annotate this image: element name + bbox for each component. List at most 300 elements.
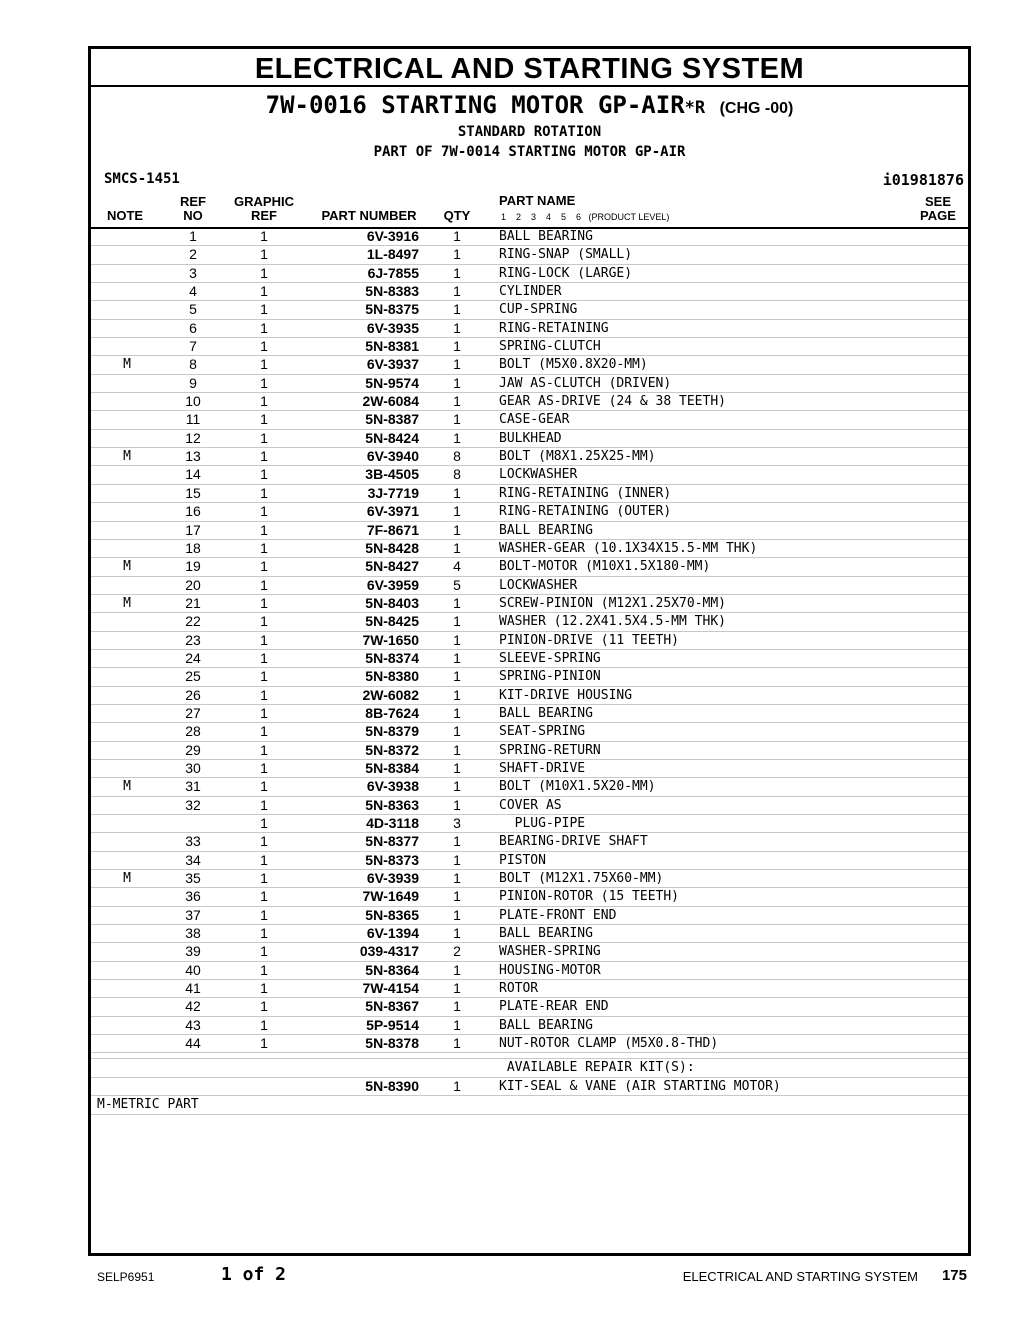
col-graphic-header [229, 195, 299, 223]
qty-cell: 8 [453, 448, 461, 465]
graphic-ref-cell: 1 [260, 925, 268, 942]
graphic-ref-cell: 1 [260, 613, 268, 630]
qty-cell: 1 [453, 393, 461, 410]
ref-no-cell: 43 [185, 1016, 201, 1033]
part-name-cell: BEARING-DRIVE SHAFT [499, 834, 648, 850]
qty-cell: 1 [453, 888, 461, 905]
ref-no-cell: 21 [185, 594, 201, 611]
table-row [91, 833, 968, 851]
part-name-cell: RING-LOCK (LARGE) [499, 265, 633, 281]
part-number-cell: 5N-8364 [365, 961, 419, 978]
ref-no-cell: 16 [185, 503, 201, 520]
group-title-main: 7W-0016 STARTING MOTOR GP-AIR [265, 91, 685, 119]
notes-legend-row [91, 1096, 968, 1114]
ref-no-cell: 28 [185, 723, 201, 740]
ref-no-cell: 32 [185, 796, 201, 813]
part-name-cell: PLUG-PIPE [499, 816, 586, 831]
table-row [91, 411, 968, 429]
qty-cell: 4 [453, 558, 461, 575]
graphic-ref-cell: 1 [260, 796, 268, 813]
table-row [91, 907, 968, 925]
qty-cell: 1 [453, 521, 461, 538]
part-name-cell: CUP-SPRING [499, 302, 578, 318]
part-number-cell: 2W-6084 [362, 393, 419, 410]
note-cell: M [123, 595, 131, 611]
part-number-cell: 5N-8403 [365, 594, 419, 611]
part-name-cell: GEAR AS-DRIVE (24 & 38 TEETH) [499, 394, 726, 410]
part-number-cell: 5N-8424 [365, 429, 419, 446]
graphic-ref-cell: 1 [260, 980, 268, 997]
col-note-header: NOTE [106, 208, 144, 223]
part-number-cell: 6J-7855 [367, 264, 419, 281]
part-number-cell: 6V-3959 [366, 576, 419, 593]
qty-cell: 1 [453, 1016, 461, 1033]
graphic-ref-cell: 1 [260, 723, 268, 740]
part-name-cell: RING-SNAP (SMALL) [499, 247, 633, 263]
table-row [91, 595, 968, 613]
part-number-cell: 5N-8425 [365, 613, 419, 630]
part-number-cell: 8B-7624 [365, 704, 419, 721]
graphic-ref-cell: 1 [260, 558, 268, 575]
part-name-cell: JAW AS-CLUTCH (DRIVEN) [499, 375, 672, 391]
part-name-cell: SLEEVE-SPRING [499, 650, 601, 666]
graphic-ref-cell: 1 [260, 466, 268, 483]
part-number-cell: 039-4317 [359, 943, 419, 960]
part-name-cell: LOCKWASHER [499, 467, 578, 483]
part-name-cell: BALL BEARING [499, 705, 593, 721]
part-name-cell: PINION-ROTOR (15 TEETH) [499, 889, 680, 905]
table-row [91, 338, 968, 356]
part-number-cell: 5N-8379 [365, 723, 419, 740]
part-name-cell: BOLT-MOTOR (M10X1.5X180-MM) [499, 559, 711, 575]
table-row [91, 870, 968, 888]
table-row [91, 760, 968, 778]
qty-cell: 1 [453, 429, 461, 446]
section-title: ELECTRICAL AND STARTING SYSTEM [254, 53, 805, 85]
repair-kits-heading: AVAILABLE REPAIR KIT(S): [499, 1060, 695, 1076]
part-number-cell: 5N-8363 [365, 796, 419, 813]
part-name-cell: BALL BEARING [499, 1017, 593, 1033]
qty-cell: 1 [453, 998, 461, 1015]
ref-no-cell: 4 [189, 283, 197, 300]
qty-cell: 1 [453, 631, 461, 648]
part-name-cell: WASHER-GEAR (10.1X34X15.5-MM THK) [499, 540, 758, 556]
part-name-cell: ROTOR [499, 981, 539, 997]
part-number-cell: 5N-8377 [365, 833, 419, 850]
ref-no-cell: 13 [185, 448, 201, 465]
qty-cell: 1 [453, 1077, 461, 1094]
parts-list [91, 228, 968, 1115]
part-name-cell: SPRING-CLUTCH [499, 339, 601, 355]
qty-cell: 1 [453, 778, 461, 795]
part-number-cell: 5N-8373 [365, 851, 419, 868]
ref-no-cell: 22 [185, 613, 201, 630]
part-name-cell: COVER AS [499, 797, 562, 813]
part-name-cell: SPRING-PINION [499, 669, 601, 685]
part-number-cell: 6V-3938 [366, 778, 419, 795]
part-name-cell: RING-RETAINING [499, 320, 609, 336]
col-ref-header-top: REF [180, 194, 206, 209]
part-name-cell: WASHER (12.2X41.5X4.5-MM THK) [499, 614, 726, 630]
ref-no-cell: 41 [185, 980, 201, 997]
qty-cell: 1 [453, 503, 461, 520]
footer-page-number: 175 [941, 1267, 967, 1284]
graphic-ref-cell: 1 [260, 393, 268, 410]
ref-no-cell: 27 [185, 704, 201, 721]
table-row [91, 393, 968, 411]
note-cell: M [123, 871, 131, 887]
part-number-cell: 5N-8383 [365, 283, 419, 300]
ref-no-cell: 23 [185, 631, 201, 648]
footer-doc-id: SELP6951 [97, 1270, 155, 1284]
qty-cell: 1 [453, 759, 461, 776]
graphic-ref-cell: 1 [260, 319, 268, 336]
col-part-number-header: PART NUMBER [321, 208, 417, 223]
table-row [91, 998, 968, 1016]
graphic-ref-cell: 1 [260, 356, 268, 373]
ref-no-cell: 10 [185, 393, 201, 410]
col-graphic-header-top: GRAPHIC [234, 194, 294, 209]
ref-no-cell: 33 [185, 833, 201, 850]
table-row [91, 430, 968, 448]
qty-cell: 1 [453, 594, 461, 611]
qty-cell: 3 [453, 815, 461, 831]
ref-no-cell: 31 [185, 778, 201, 795]
part-name-cell: BOLT (M5X0.8X20-MM) [499, 357, 648, 373]
graphic-ref-cell: 1 [260, 228, 268, 244]
graphic-ref-cell: 1 [260, 338, 268, 355]
table-row [91, 962, 968, 980]
graphic-ref-cell: 1 [260, 448, 268, 465]
part-number-cell: 7W-1649 [362, 888, 419, 905]
table-row [91, 797, 968, 815]
table-row [91, 320, 968, 338]
graphic-ref-cell: 1 [260, 521, 268, 538]
graphic-ref-cell: 1 [260, 539, 268, 556]
graphic-ref-cell: 1 [260, 870, 268, 887]
ref-no-cell: 17 [185, 521, 201, 538]
col-ref-header [175, 195, 211, 223]
part-name-cell: PINION-DRIVE (11 TEETH) [499, 632, 680, 648]
qty-cell: 1 [453, 338, 461, 355]
qty-cell: 1 [453, 833, 461, 850]
part-name-cell: NUT-ROTOR CLAMP (M5X0.8-THD) [499, 1036, 719, 1052]
ref-no-cell: 7 [189, 338, 197, 355]
table-row [91, 228, 968, 246]
ref-no-cell: 26 [185, 686, 201, 703]
qty-cell: 1 [453, 851, 461, 868]
part-number-cell: 5P-9514 [366, 1016, 419, 1033]
table-row [91, 1035, 968, 1053]
part-name-cell: BALL BEARING [499, 229, 593, 244]
part-name-cell: PISTON [499, 852, 546, 868]
qty-cell: 1 [453, 870, 461, 887]
graphic-ref-cell: 1 [260, 778, 268, 795]
graphic-ref-cell: 1 [260, 283, 268, 300]
qty-cell: 1 [453, 484, 461, 501]
graphic-ref-cell: 1 [260, 301, 268, 318]
part-number-cell: 5N-8378 [365, 1035, 419, 1052]
graphic-ref-cell: 1 [260, 429, 268, 446]
table-row [91, 852, 968, 870]
table-row [91, 1017, 968, 1035]
ref-no-cell: 19 [185, 558, 201, 575]
part-number-cell: 5N-8380 [365, 668, 419, 685]
part-name-cell: SEAT-SPRING [499, 724, 586, 740]
qty-cell: 1 [453, 264, 461, 281]
col-part-name-header: PART NAME [499, 193, 576, 208]
graphic-ref-cell: 1 [260, 759, 268, 776]
table-row [91, 668, 968, 686]
table-row [91, 815, 968, 833]
ref-no-cell: 44 [185, 1035, 201, 1052]
ref-no-cell: 40 [185, 961, 201, 978]
note-cell: M [123, 779, 131, 795]
footer-section: ELECTRICAL AND STARTING SYSTEM [682, 1269, 918, 1284]
ref-no-cell: 36 [185, 888, 201, 905]
part-number-cell: 4D-3118 [366, 815, 419, 831]
ref-no-cell: 35 [185, 870, 201, 887]
ref-no-cell: 6 [189, 319, 197, 336]
part-name-cell: PLATE-FRONT END [499, 907, 617, 923]
graphic-ref-cell: 1 [260, 484, 268, 501]
col-see-page-header-bottom: PAGE [920, 208, 956, 223]
part-number-cell: 6V-3935 [366, 319, 419, 336]
part-name-cell: BULKHEAD [499, 430, 562, 446]
graphic-ref-cell: 1 [260, 374, 268, 391]
graphic-ref-cell: 1 [260, 246, 268, 263]
part-name-cell: KIT-SEAL & VANE (AIR STARTING MOTOR) [499, 1078, 781, 1094]
ref-no-cell: 38 [185, 925, 201, 942]
graphic-ref-cell: 1 [260, 851, 268, 868]
table-row [91, 723, 968, 741]
part-number-cell: 5N-8375 [365, 301, 419, 318]
ref-no-cell: 42 [185, 998, 201, 1015]
table-row [91, 888, 968, 906]
table-row [91, 925, 968, 943]
col-ref-header-bottom: NO [183, 208, 203, 223]
ref-no-cell: 29 [185, 741, 201, 758]
part-name-cell: RING-RETAINING (INNER) [499, 485, 672, 501]
qty-cell: 8 [453, 466, 461, 483]
graphic-ref-cell: 1 [260, 943, 268, 960]
table-row [91, 301, 968, 319]
part-number-cell: 3B-4505 [365, 466, 419, 483]
qty-cell: 1 [453, 301, 461, 318]
part-name-cell: CASE-GEAR [499, 412, 570, 428]
graphic-ref-cell: 1 [260, 888, 268, 905]
table-row [91, 742, 968, 760]
ref-no-cell: 12 [185, 429, 201, 446]
page-frame [88, 46, 971, 1256]
qty-cell: 1 [453, 319, 461, 336]
col-see-page-header [915, 195, 961, 223]
graphic-ref-cell: 1 [260, 815, 268, 831]
ref-no-cell: 1 [189, 228, 197, 244]
part-number-cell: 5N-9574 [365, 374, 419, 391]
table-row [91, 375, 968, 393]
part-number-cell: 6V-3971 [366, 503, 419, 520]
table-row [91, 265, 968, 283]
graphic-ref-cell: 1 [260, 961, 268, 978]
part-number-cell: 5N-8381 [365, 338, 419, 355]
part-name-cell: BOLT (M12X1.75X60-MM) [499, 871, 664, 887]
note-cell: M [123, 449, 131, 465]
part-name-cell: SPRING-RETURN [499, 742, 601, 758]
part-number-cell: 7F-8671 [366, 521, 419, 538]
table-row [91, 687, 968, 705]
qty-cell: 1 [453, 704, 461, 721]
ref-no-cell: 14 [185, 466, 201, 483]
qty-cell: 1 [453, 723, 461, 740]
product-level-scale: 1 2 3 4 5 6 (PRODUCT LEVEL) [501, 212, 670, 222]
table-row [91, 466, 968, 484]
title-divider [91, 85, 968, 87]
ref-no-cell: 25 [185, 668, 201, 685]
table-row [91, 650, 968, 668]
ref-no-cell: 24 [185, 649, 201, 666]
table-row [91, 246, 968, 264]
graphic-ref-cell: 1 [260, 704, 268, 721]
part-name-cell: PLATE-REAR END [499, 999, 609, 1015]
qty-cell: 1 [453, 796, 461, 813]
graphic-ref-cell: 1 [260, 1035, 268, 1052]
notes-legend: M-METRIC PART [97, 1097, 199, 1113]
note-cell: M [123, 357, 131, 373]
part-name-cell: WASHER-SPRING [499, 944, 601, 960]
ref-no-cell: 9 [189, 374, 197, 391]
part-number-cell: 7W-4154 [362, 980, 419, 997]
repair-kit-row [91, 1078, 968, 1096]
graphic-ref-cell: 1 [260, 576, 268, 593]
table-row [91, 613, 968, 631]
graphic-ref-cell: 1 [260, 833, 268, 850]
table-row [91, 540, 968, 558]
qty-cell: 5 [453, 576, 461, 593]
part-number-cell: 7W-1650 [362, 631, 419, 648]
ref-no-cell: 15 [185, 484, 201, 501]
graphic-ref-cell: 1 [260, 741, 268, 758]
table-row [91, 577, 968, 595]
change-level: (CHG -00) [719, 100, 794, 117]
part-number-cell: 3J-7719 [367, 484, 419, 501]
qty-cell: 1 [453, 411, 461, 428]
part-name-cell: HOUSING-MOTOR [499, 962, 601, 978]
table-row [91, 558, 968, 576]
table-row [91, 522, 968, 540]
ref-no-cell: 8 [189, 356, 197, 373]
qty-cell: 1 [453, 374, 461, 391]
part-number-cell: 1L-8497 [366, 246, 419, 263]
graphic-ref-cell: 1 [260, 906, 268, 923]
qty-cell: 1 [453, 668, 461, 685]
part-number-cell: 6V-3916 [366, 228, 419, 244]
ref-no-cell: 20 [185, 576, 201, 593]
part-number-cell: 5N-8428 [365, 539, 419, 556]
repair-kits-heading-row [91, 1059, 968, 1077]
smcs-code: SMCS-1451 [104, 171, 180, 187]
col-qty-header: QTY [443, 208, 471, 223]
qty-cell: 1 [453, 246, 461, 263]
rotation-line: STANDARD ROTATION [457, 124, 602, 140]
part-of-line: PART OF 7W-0014 STARTING MOTOR GP-AIR [373, 144, 686, 160]
table-row [91, 485, 968, 503]
ref-no-cell: 39 [185, 943, 201, 960]
part-name-cell: BALL BEARING [499, 522, 593, 538]
qty-cell: 1 [453, 1035, 461, 1052]
qty-cell: 1 [453, 283, 461, 300]
ref-no-cell: 3 [189, 264, 197, 281]
graphic-ref-cell: 1 [260, 411, 268, 428]
part-name-cell: LOCKWASHER [499, 577, 578, 593]
col-see-page-header-top: SEE [924, 194, 951, 209]
group-title-marker: *R [684, 98, 706, 118]
qty-cell: 2 [453, 943, 461, 960]
qty-cell: 1 [453, 228, 461, 244]
qty-cell: 1 [453, 539, 461, 556]
qty-cell: 1 [453, 980, 461, 997]
table-row [91, 980, 968, 998]
graphic-ref-cell: 1 [260, 998, 268, 1015]
part-name-cell: SHAFT-DRIVE [499, 760, 586, 776]
qty-cell: 1 [453, 649, 461, 666]
part-name-cell: CYLINDER [499, 284, 562, 300]
qty-cell: 1 [453, 741, 461, 758]
ref-no-cell: 30 [185, 759, 201, 776]
table-row [91, 943, 968, 961]
part-number-cell: 5N-8374 [365, 649, 419, 666]
table-row [91, 632, 968, 650]
part-number-cell: 5N-8390 [365, 1077, 419, 1094]
ref-no-cell: 37 [185, 906, 201, 923]
qty-cell: 1 [453, 925, 461, 942]
table-row [91, 283, 968, 301]
part-name-cell: SCREW-PINION (M12X1.25X70-MM) [499, 595, 726, 611]
graphic-ref-cell: 1 [260, 594, 268, 611]
part-number-cell: 5N-8387 [365, 411, 419, 428]
table-row [91, 448, 968, 466]
part-name-cell: RING-RETAINING (OUTER) [499, 504, 672, 520]
ref-no-cell: 18 [185, 539, 201, 556]
note-cell: M [123, 559, 131, 575]
qty-cell: 1 [453, 613, 461, 630]
qty-cell: 1 [453, 906, 461, 923]
part-name-cell: BOLT (M10X1.5X20-MM) [499, 779, 656, 795]
table-row [91, 705, 968, 723]
graphic-ref-cell: 1 [260, 503, 268, 520]
footer-page-of: 1 of 2 [221, 1264, 287, 1285]
part-number-cell: 5N-8372 [365, 741, 419, 758]
qty-cell: 1 [453, 961, 461, 978]
document-ident: i01981876 [882, 171, 964, 189]
part-number-cell: 6V-1394 [366, 925, 419, 942]
col-graphic-header-bottom: REF [251, 208, 277, 223]
part-number-cell: 6V-3939 [366, 870, 419, 887]
group-title [91, 91, 968, 119]
graphic-ref-cell: 1 [260, 649, 268, 666]
part-number-cell: 5N-8427 [365, 558, 419, 575]
part-number-cell: 5N-8384 [365, 759, 419, 776]
ref-no-cell: 2 [189, 246, 197, 263]
graphic-ref-cell: 1 [260, 631, 268, 648]
ref-no-cell: 34 [185, 851, 201, 868]
table-row [91, 503, 968, 521]
part-number-cell: 5N-8367 [365, 998, 419, 1015]
part-name-cell: BOLT (M8X1.25X25-MM) [499, 449, 656, 465]
qty-cell: 1 [453, 686, 461, 703]
part-name-cell: KIT-DRIVE HOUSING [499, 687, 633, 703]
ref-no-cell: 11 [185, 411, 201, 428]
